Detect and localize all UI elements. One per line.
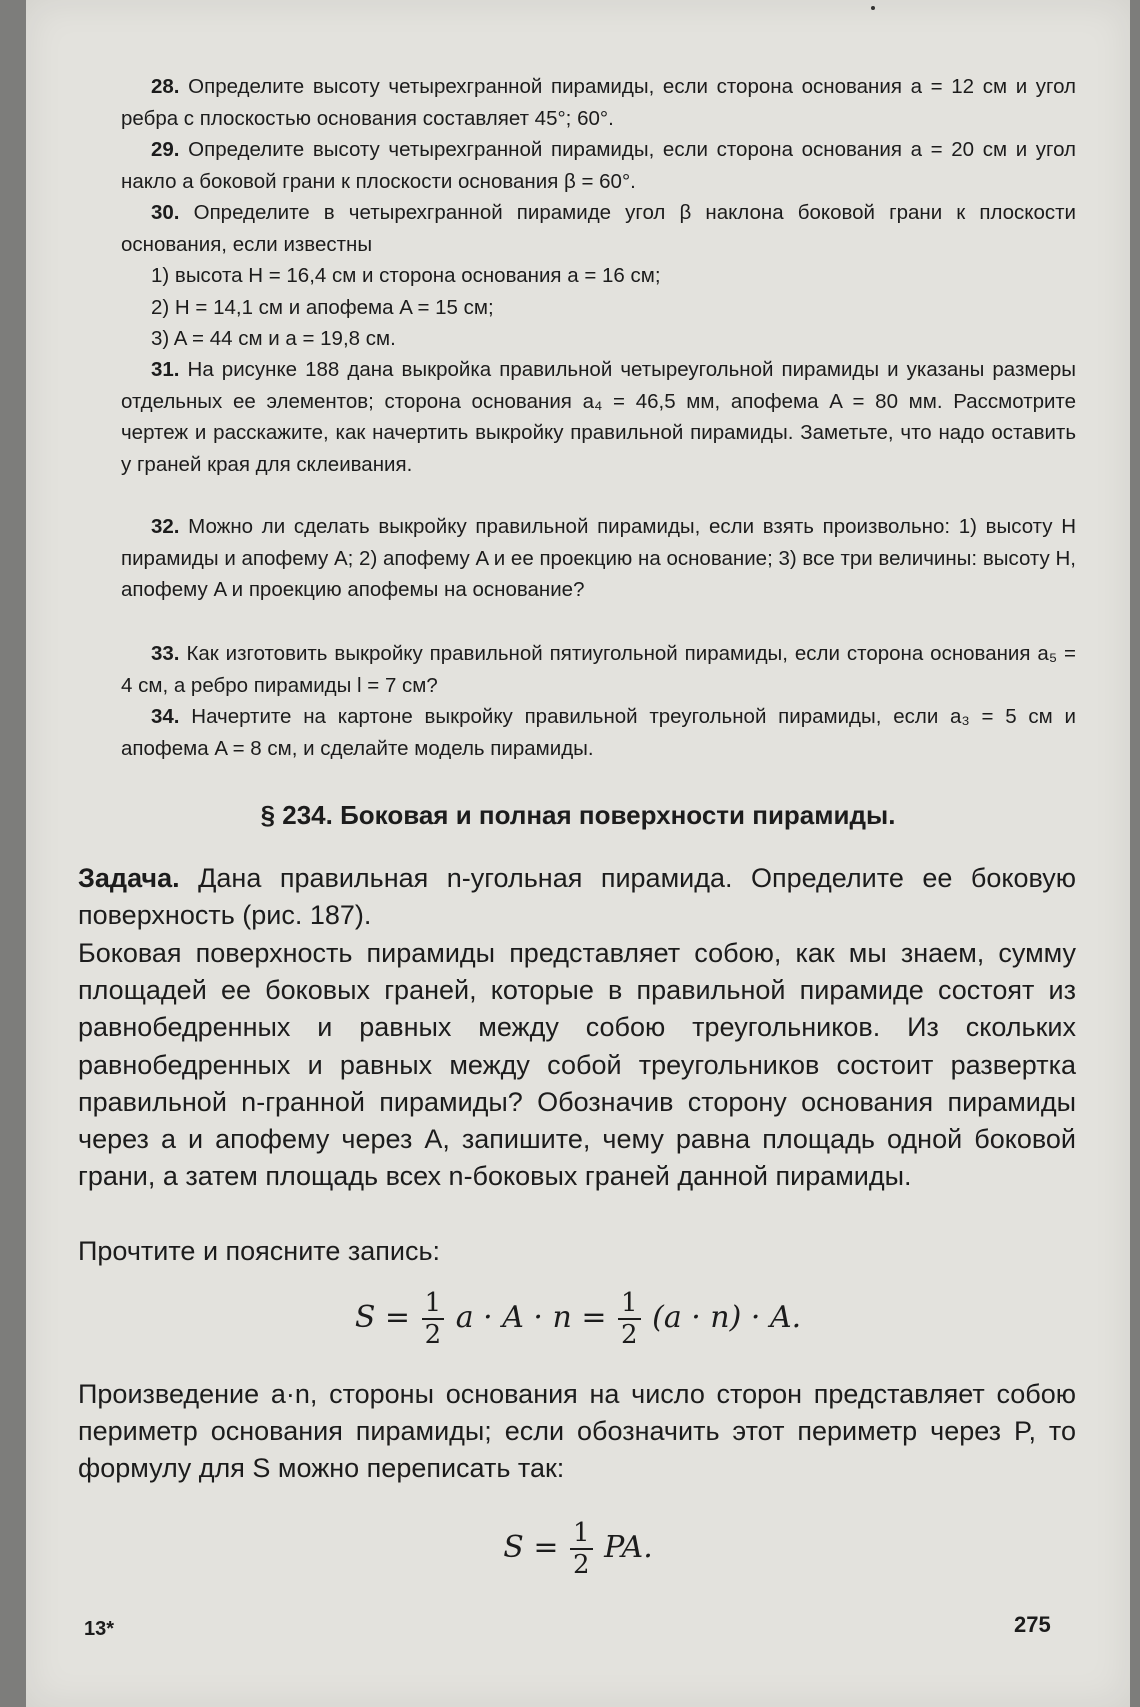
scan-speck (871, 6, 875, 10)
task-paragraph (78, 860, 1076, 934)
fraction-one-half (618, 1288, 641, 1350)
exercise-text: Определите высоту четырехгранной пирамиды, если сторона основания a = 12 см и угол ребра с плоскостью основания составляет 45°; 60°. (121, 75, 1076, 130)
exercise-34 (121, 701, 1076, 764)
fraction-denominator: 2 (424, 1320, 442, 1350)
exercise-text: На рисунке 188 дана выкройка правильной четыреугольной пирамиды и указаны размеры отдельных ее элементов; сторона основания a₄ = 46,5 мм, апофема A = 80 мм. Рассмотрите чертеж и расскажите, как начертить выкройку правильной пирамиды. Заметьте, что надо оставить у граней края для склеивания. (121, 358, 1076, 476)
exercise-number: 31. (151, 358, 180, 381)
paragraph-read-formula: Прочтите и поясните запись: (78, 1236, 441, 1266)
exercise-32 (121, 511, 1076, 606)
exercise-text: Можно ли сделать выкройку правильной пирамиды, если взять произвольно: 1) высоту H пирамиды и апофему A; 2) апофему A и ее проекцию на основание; 3) все три величины: высоту H, апофему A и проекцию апофемы на основание? (121, 515, 1076, 601)
paragraph-perimeter: Произведение a·n, стороны основания на число сторон представляет собою периметр основания пирамиды; если обозначить этот периметр через P, то формулу для S можно переписать так: (78, 1379, 1076, 1484)
exercise-item: 3) A = 44 см и a = 19,8 см. (151, 327, 396, 350)
section-heading: § 234. Боковая и полная поверхности пирамиды. (260, 800, 896, 830)
exercise-text: Определите высоту четырехгранной пирамиды, если сторона основания a = 20 см и угол накло а боковой грани к плоскости основания β = 60°. (121, 138, 1076, 193)
exercise-31 (121, 354, 1076, 480)
exercise-number: 32. (151, 515, 180, 538)
exercise-number: 33. (151, 642, 180, 665)
exercise-item: 1) высота H = 16,4 см и сторона основания a = 16 см; (151, 264, 661, 287)
formula-middle: a · A · n = (455, 1300, 607, 1335)
task-text: Дана правильная n-угольная пирамида. Определите ее боковую поверхность (рис. 187). (78, 863, 1076, 931)
exercise-text: Определите в четырехгранной пирамиде угол β наклона боковой грани к плоскости основания, если известны (121, 201, 1076, 256)
exercise-number: 28. (151, 75, 180, 98)
formula-lhs: S = (354, 1300, 411, 1335)
paragraph-lateral-surface: Боковая поверхность пирамиды представляет собою, как мы знаем, сумму площадей ее боковых граней, которые в правильной пирамиде состоят из равнобедренных и равных между собою треугольников. Из скольких равнобедренных и равных между собой треугольников состоит развертка правильной n-гранной пирамиды? Обозначив сторону основания пирамиды через a и апофему через A, запишите, чему равна площадь одной боковой грани, а затем площадь всех n-боковых граней данной пирамиды. (78, 938, 1076, 1192)
exercise-number: 30. (151, 201, 180, 224)
fraction-one-half (422, 1288, 445, 1350)
exercise-text: Начертите на картоне выкройку правильной треугольной пирамиды, если a₃ = 5 см и апофема A = 8 см, и сделайте модель пирамиды. (121, 705, 1076, 760)
exercise-30 (121, 197, 1076, 355)
exercise-33 (121, 638, 1076, 701)
formula-rhs: PA. (604, 1530, 653, 1565)
fraction-numerator: 1 (422, 1288, 445, 1320)
formula-perimeter-area (26, 1518, 1130, 1580)
fraction-numerator: 1 (618, 1288, 641, 1320)
exercise-29 (121, 134, 1076, 197)
fraction-one-half (570, 1518, 593, 1580)
signature-mark: 13* (84, 1618, 115, 1640)
fraction-numerator: 1 (570, 1518, 593, 1550)
task-label: Задача. (78, 863, 180, 893)
formula-lhs: S = (503, 1530, 559, 1565)
exercise-number: 29. (151, 138, 180, 161)
page-number: 275 (1014, 1612, 1051, 1637)
book-page (26, 0, 1130, 1707)
formula-rhs: (a · n) · A. (652, 1300, 802, 1335)
exercise-28 (121, 71, 1076, 134)
exercise-text: Как изготовить выкройку правильной пятиугольной пирамиды, если сторона основания a₅ = 4 см, а ребро пирамиды l = 7 см? (121, 642, 1076, 697)
exercise-number: 34. (151, 705, 180, 728)
fraction-denominator: 2 (621, 1320, 638, 1350)
exercise-item: 2) H = 14,1 см и апофема A = 15 см; (151, 295, 494, 319)
formula-lateral-area (26, 1288, 1130, 1350)
fraction-denominator: 2 (573, 1550, 590, 1580)
